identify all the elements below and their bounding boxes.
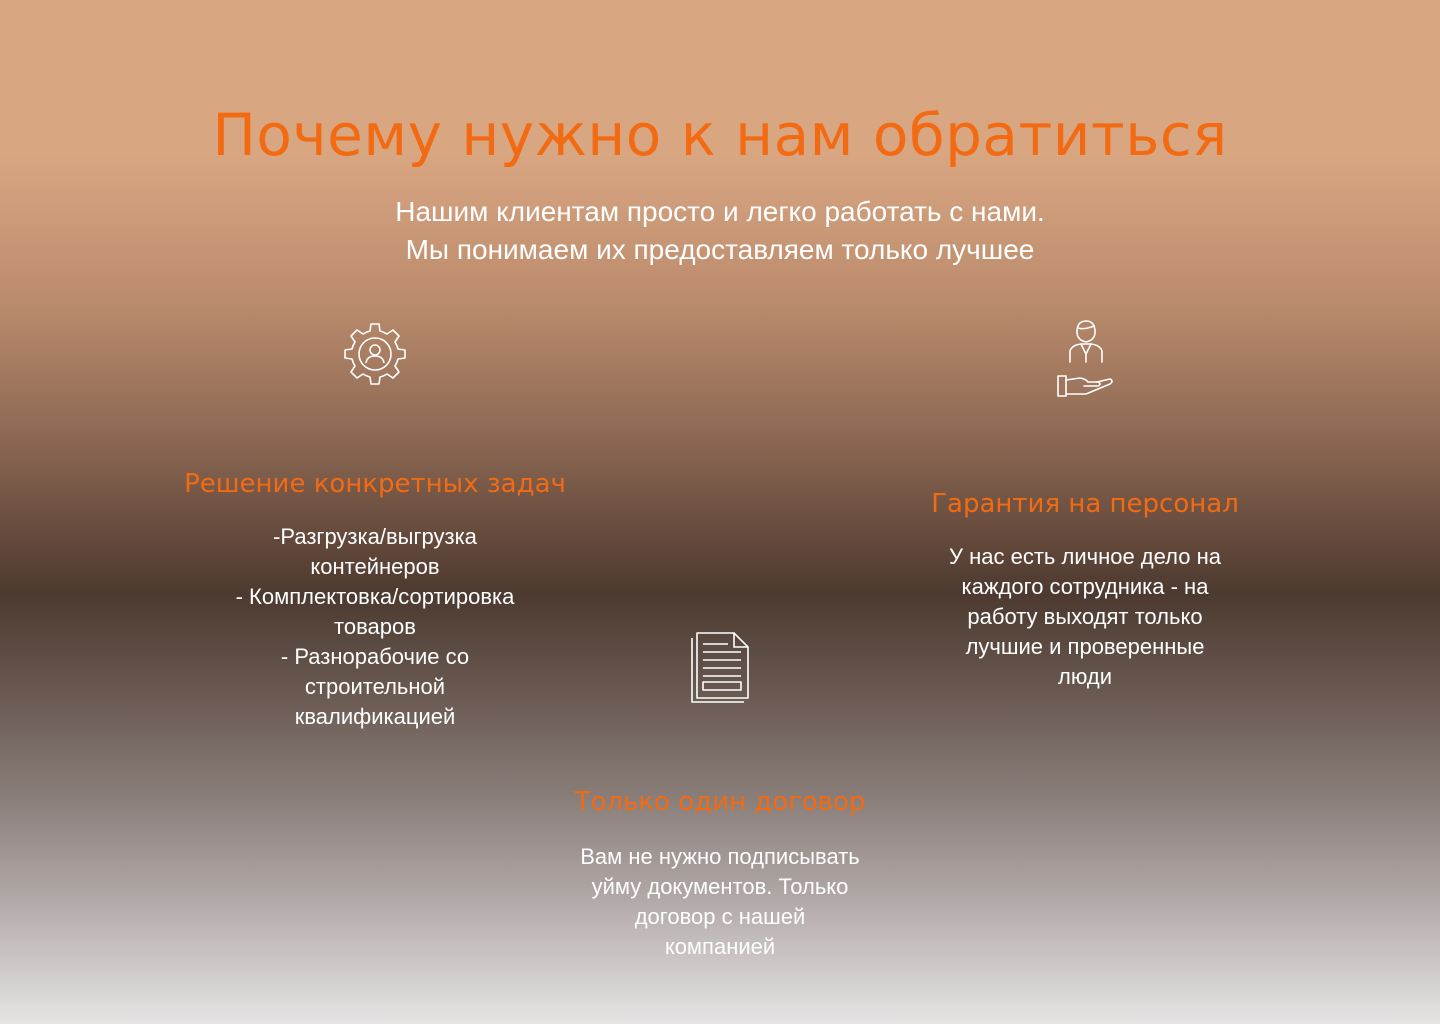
feature-description: У нас есть личное дело на каждого сотрудника - на работу выходят только лучшие и проверенные люди [949, 544, 1221, 689]
page-subtitle [0, 193, 1440, 269]
gear-person-icon [340, 320, 410, 390]
feature-description: Вам не нужно подписывать уйму документов. Только договор с нашей компанией [580, 844, 860, 959]
page-title: Почему нужно к нам обратиться [212, 101, 1228, 169]
feature-title: Гарантия на персонал [931, 489, 1239, 519]
feature-description: -Разгрузка/выгрузка контейнеров - Комплектовка/сортировка товаров - Разнорабочие со строительной квалификацией [235, 524, 515, 729]
feature-title: Только один договор [574, 787, 866, 817]
subtitle-line: Мы понимаем их предоставляем только лучшее [405, 234, 1035, 265]
person-on-hand-icon [1050, 318, 1120, 404]
subtitle-line: Нашим клиентам просто и легко работать с нами. [395, 196, 1045, 227]
document-icon [688, 630, 752, 704]
feature-title: Решение конкретных задач [184, 469, 566, 499]
feature-block-tasks [160, 320, 590, 732]
feature-block-contract [540, 630, 900, 962]
feature-block-personnel [900, 318, 1270, 692]
